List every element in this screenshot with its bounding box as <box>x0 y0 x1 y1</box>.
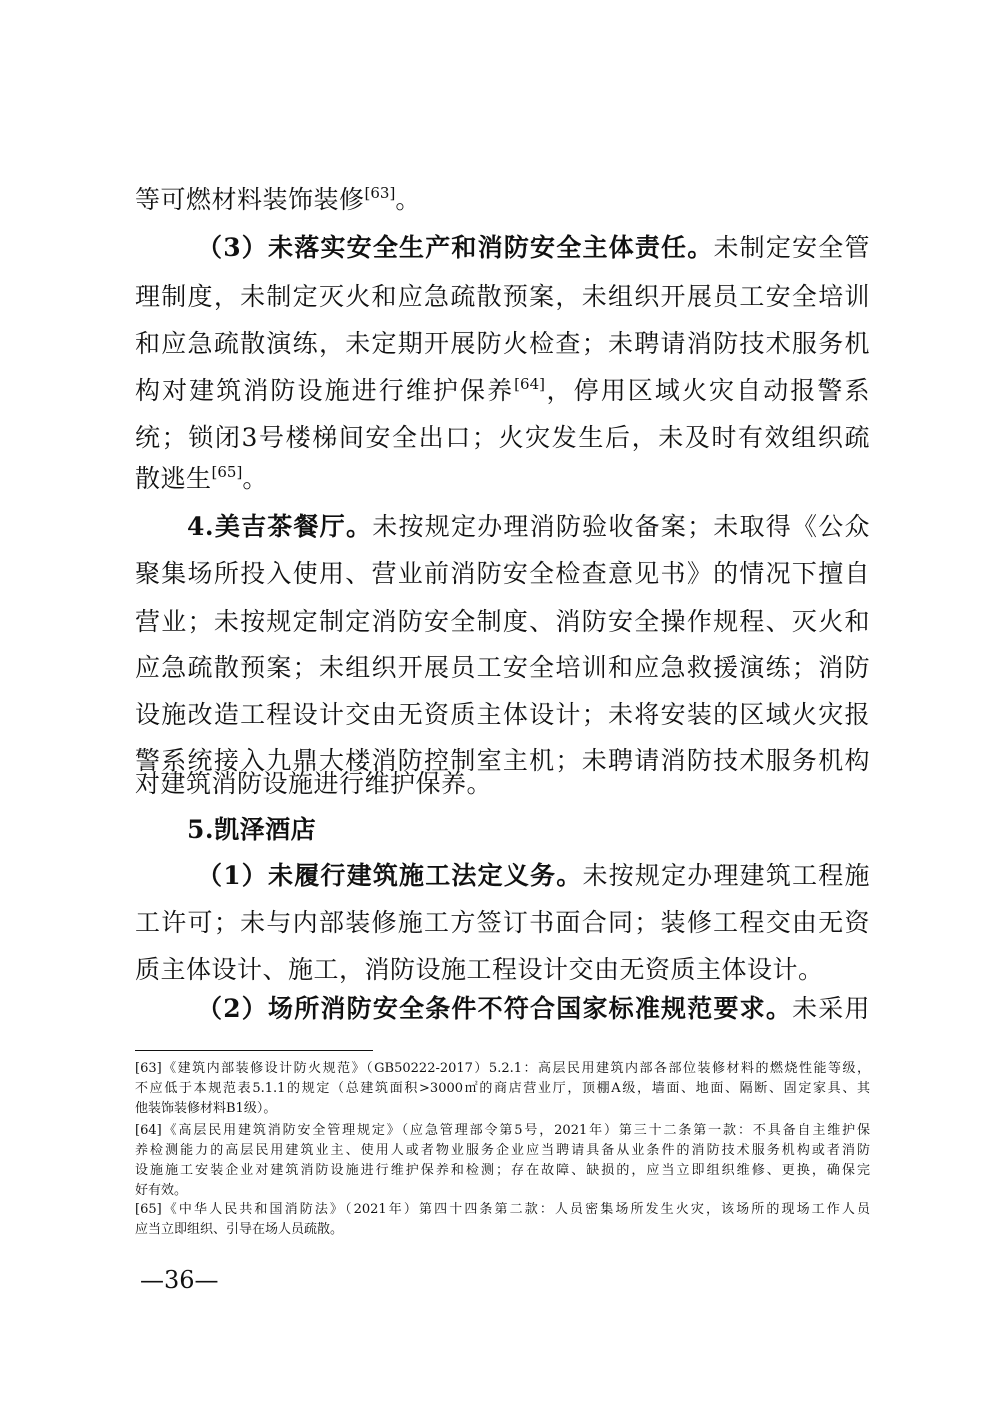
footnote-line: 他装饰装修材料B1级）。 <box>135 1101 277 1116</box>
body-line: 散逃生[65]。 <box>135 463 268 493</box>
section-heading-line: （2）场所消防安全条件不符合国家标准规范要求。未采用 <box>197 994 870 1023</box>
body-line: 营业；未按规定制定消防安全制度、消防安全操作规程、灭火和 <box>135 607 870 636</box>
body-line: 设施改造工程设计交由无资质主体设计；未将安装的区域火灾报 <box>135 700 870 729</box>
body-line: 构对建筑消防设施进行维护保养[64]，停用区域火灾自动报警系 <box>135 375 870 405</box>
footnote-line: [64]《高层民用建筑消防安全管理规定》（应急管理部令第5号，2021年）第三十二条第一款：不具备自主维护保 <box>135 1123 870 1138</box>
page-number: —36— <box>140 1266 219 1294</box>
section-heading-line: （1）未履行建筑施工法定义务。未按规定办理建筑工程施 <box>197 861 870 890</box>
section-heading: 4.美吉茶餐厅。 <box>187 512 373 541</box>
footnote-line: 应当立即组织、引导在场人员疏散。 <box>135 1222 344 1237</box>
footnote-line: 养检测能力的高层民用建筑业主、使用人或者物业服务企业应当聘请具备从业条件的消防技术服务机构或者消防 <box>135 1143 870 1158</box>
body-line: 工许可；未与内部装修施工方签订书面合同；装修工程交由无资 <box>135 908 870 937</box>
section-heading: （3）未落实安全生产和消防安全主体责任。 <box>197 233 714 262</box>
footnote-ref[interactable]: [63] <box>364 184 396 202</box>
footnote-line: [63]《建筑内部装修设计防火规范》（GB50222-2017）5.2.1：高层民用建筑内部各部位装修材料的燃烧性能等级， <box>135 1061 870 1076</box>
footnote-line: 不应低于本规范表5.1.1的规定（总建筑面积>3000㎡的商店营业厅，顶棚A级，墙面、地面、隔断、固定家具、其 <box>135 1081 870 1096</box>
footnote-divider <box>135 1050 373 1051</box>
footnote-line: 设施施工安装企业对建筑消防设施进行维护保养和检测；存在故障、缺损的，应当立即组织维修、更换，确保完 <box>135 1163 870 1178</box>
body-line: 应急疏散预案；未组织开展员工安全培训和应急救援演练；消防 <box>135 653 870 682</box>
body-line: 统；锁闭3号楼梯间安全出口；火灾发生后，未及时有效组织疏 <box>135 423 870 452</box>
section-heading: （1）未履行建筑施工法定义务。 <box>197 861 583 890</box>
body-line: 和应急疏散演练，未定期开展防火检查；未聘请消防技术服务机 <box>135 329 870 358</box>
body-line: 质主体设计、施工，消防设施工程设计交由无资质主体设计。 <box>135 955 824 984</box>
footnote-line: [65]《中华人民共和国消防法》（2021年）第四十四条第二款：人员密集场所发生火灾，该场所的现场工作人员 <box>135 1202 870 1217</box>
body-line: 等可燃材料装饰装修[63]。 <box>135 184 421 214</box>
section-heading-line <box>135 813 870 847</box>
footnote-line: 好有效。 <box>135 1183 188 1198</box>
body-line: 理制度，未制定灭火和应急疏散预案，未组织开展员工安全培训 <box>135 282 870 311</box>
section-heading: 5.凯泽酒店 <box>187 815 317 844</box>
footnote-ref[interactable]: [64] <box>514 375 545 393</box>
body-line: 对建筑消防设施进行维护保养。 <box>135 769 493 798</box>
section-heading: （2）场所消防安全条件不符合国家标准规范要求。 <box>197 994 793 1023</box>
body-line: 聚集场所投入使用、营业前消防安全检查意见书》的情况下擅自 <box>135 559 870 588</box>
section-heading-line: （3）未落实安全生产和消防安全主体责任。未制定安全管 <box>197 233 870 262</box>
footnote-ref[interactable]: [65] <box>211 463 243 481</box>
body-line: 警系统接入九鼎大楼消防控制室主机；未聘请消防技术服务机构 <box>135 746 870 775</box>
section-heading-line: 4.美吉茶餐厅。未按规定办理消防验收备案；未取得《公众 <box>187 512 870 541</box>
